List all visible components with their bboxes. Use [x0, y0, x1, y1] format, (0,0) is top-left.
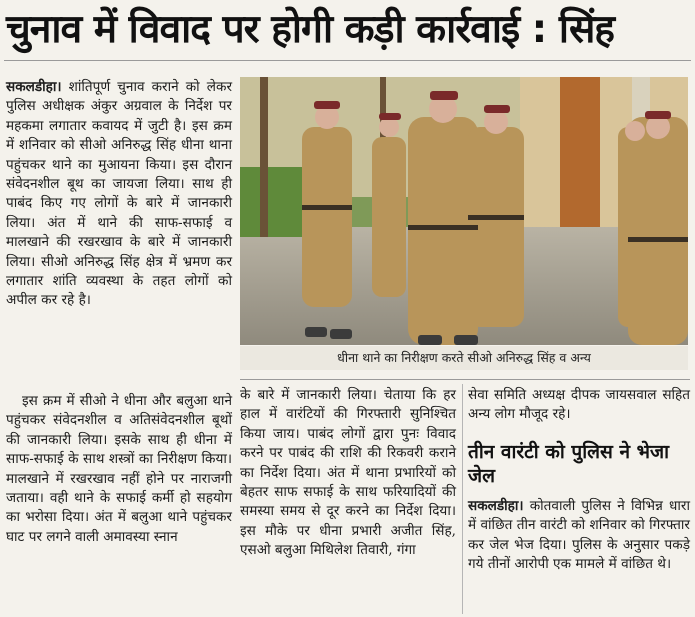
- caption-rule: [240, 379, 690, 380]
- subheadline: तीन वारंटी को पुलिस ने भेजा जेल: [468, 441, 669, 487]
- article-text: शांतिपूर्ण चुनाव कराने को लेकर पुलिस अधीक्षक अंकुर अग्रवाल के निर्देश पर महकमा लगातार कवायद में जुटी है। इस क्रम में शनिवार को सीओ अनिरुद्ध सिंह धीना थाना पहुंचकर थाने का मुआयना किया। इस दौरान संवेदनशील बूथ का जायजा लिया। साथ ही पाबंद किए गए लोगों के बारे में जानकारी लिया। अंत में थाने की साफ-सफाई व मालखाने की रखरखाव के बारे में जानकारी लिया। सीओ अनिरुद्ध सिंह क्षेत्र में भ्रमण कर लगातार शांति व्यवस्था के तहत लोगों को अपील कर रहे है।: [6, 79, 232, 309]
- article-col3-bottom: [468, 497, 690, 575]
- article-col1-bottom: इस क्रम में सीओ ने धीना और बलुआ थाने पहुंचकर संवेदनशील व अतिसंवेदनशील बूथों की जानकारी लिया। इसके साथ ही धीना में साफ-सफाई के साथ शस्त्रों का निरीक्षण किया। मालखाने में रखरखाव नहीं होने पर नाराजगी जताया। वही थाने के सफाई कर्मी हो सहयोग का भरोसा दिया। अंत में बलुआ थाने पहुंचकर घाट पर लगने वाली अमावस्या स्नान: [6, 393, 232, 545]
- article-text: कोतवाली पुलिस ने विभिन्न धारा में वांछित तीन वारंटी को शनिवार को गिरफ्तार कर जेल भेज दिया। पुलिस के अनुसार पकड़े गये तीनों आरोपी एक मामले में वांछित थे।: [468, 498, 690, 573]
- dateline: सकलडीहा।: [468, 498, 524, 514]
- photo-caption: धीना थाने का निरीक्षण करते सीओ अनिरुद्ध सिंह व अन्य: [240, 346, 688, 370]
- dateline: सकलडीहा।: [6, 79, 62, 95]
- article-col2: के बारे में जानकारी लिया। चेताया कि हर हाल में वारंटियों की गिरफ्तारी सुनिश्चित किया जाय। पाबंद लोगों द्वारा पुनः विवाद करने पर पाबंद की राशि की रिकवरी कराने का निर्देश दिया। अंत में थाना प्रभारियों को बेहतर साफ सफाई के साथ फरियादियों की समस्या समय से दूर करने का निर्देश दिया। इस मौके पर धीना प्रभारी अजीत सिंह, एसओ बलुआ मिथिलेश तिवारी, गंगा: [240, 387, 456, 559]
- article-col3-top: सेवा समिति अध्यक्ष दीपक जायसवाल सहित अन्य लोग मौजूद रहे।: [468, 387, 690, 423]
- headline-rule: [4, 60, 691, 61]
- headline: चुनाव में विवाद पर होगी कड़ी कार्रवाई : सिंह: [6, 7, 615, 52]
- column-divider: [462, 384, 463, 614]
- news-photo: [240, 77, 688, 345]
- article-col1-top: [6, 78, 232, 311]
